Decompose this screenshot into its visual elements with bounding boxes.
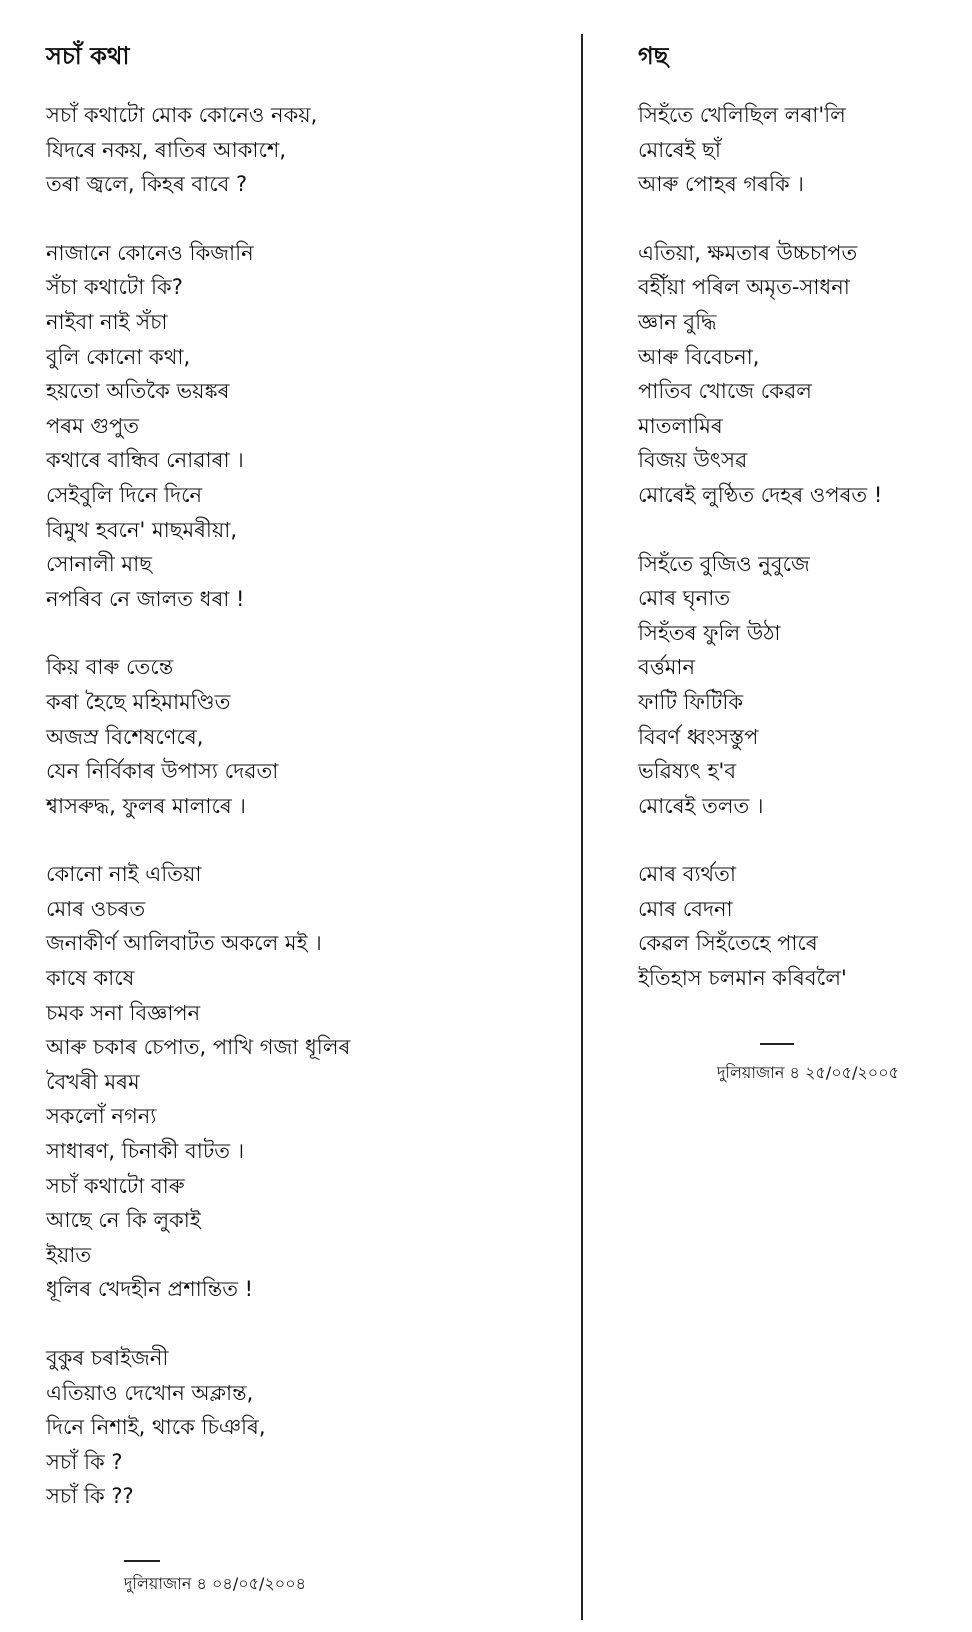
poem-line: জনাকীর্ণ আলিবাটত অকলে মই । (46, 931, 322, 956)
poem-line: মোৰেই লুণ্ঠিত দেহৰ ওপৰত ! (638, 482, 883, 507)
poem-line: তৰা জ্বলে, কিহৰ বাবে ? (46, 172, 248, 197)
poem-line: সঁচা কথাটো কি? (46, 275, 183, 300)
poem-line: বর্ত্তমান (638, 655, 695, 680)
poem-line: সচাঁ কথাটো বাৰু (46, 1173, 185, 1198)
poem-line: মোৰ ঘৃনাত (638, 586, 731, 611)
stanza (638, 236, 968, 513)
poem-line: সাধাৰণ, চিনাকী বাটত । (46, 1139, 245, 1164)
poem-line: বিবর্ণ ধ্বংসস্তুপ (638, 724, 759, 749)
right-poem-column (638, 36, 968, 1030)
poem-line: অজস্র বিশেষণেৰে, (46, 724, 204, 749)
poem-line: কৰা হৈছে মহিমামণ্ডিত (46, 689, 231, 714)
poem-line: পৰম গুপুত (46, 413, 140, 438)
poem-line: এতিয়াও দেখোন অক্লান্ত, (46, 1380, 254, 1405)
poem-line: আৰু বিবেচনা, (638, 344, 760, 369)
right-poem-body (638, 98, 968, 996)
poem-line: মোৰ ব্যর্থতা (638, 862, 736, 887)
poem-line: হয়তো অতিকৈ ভয়ঙ্কৰ (46, 379, 230, 404)
left-poem-title: সচাঁ কথা (46, 42, 130, 70)
poem-line: আৰু পোহৰ গৰকি । (638, 172, 804, 197)
poem-line: কিয় বাৰু তেন্তে (46, 655, 174, 680)
stanza (46, 236, 561, 617)
poem-line: মোৰেই তলত । (638, 793, 764, 818)
right-poem-signature: দুলিয়াজান ৪ ২৫/০৫/২০০৫ (717, 1063, 899, 1082)
poem-line: ধূলিৰ খেদহীন প্রশান্তিত ! (46, 1277, 254, 1302)
poem-line: শ্বাসৰুদ্ধ, ফুলৰ মালাৰে । (46, 793, 246, 818)
poem-line: ইতিহাস চলমান কৰিবলৈ' (638, 966, 847, 991)
poem-line: বুকুৰ চৰাইজনী (46, 1346, 169, 1370)
stanza (638, 547, 968, 824)
poem-line: এতিয়া, ক্ষমতাৰ উচ্চচাপত (638, 240, 858, 265)
poem-line: মাতলামিৰ (638, 413, 723, 438)
right-signature-dash (760, 1043, 794, 1045)
poem-line: মোৰেই ছাঁ (638, 137, 721, 162)
poem-line: সিহঁতে খেলিছিল লৰা'লি (638, 103, 846, 127)
poem-line: সচাঁ কি ? (46, 1449, 123, 1474)
poem-line: সিহঁতে বুজিও নুবুজে (638, 551, 810, 576)
poem-line: সচাঁ কি ?? (46, 1484, 134, 1509)
stanza (46, 857, 561, 1307)
left-signature-dash (124, 1560, 160, 1562)
poem-line: সেইবুলি দিনে দিনে (46, 482, 203, 507)
stanza (46, 1341, 561, 1514)
poem-line: জ্ঞান বুদ্ধি (638, 309, 717, 334)
poem-line: সিহঁতৰ ফুলি উঠা (638, 620, 781, 645)
poem-line: যিদৰে নকয়, ৰাতিৰ আকাশে, (46, 137, 287, 162)
poem-line: নাইবা নাই সঁচা (46, 309, 168, 334)
stanza (638, 98, 968, 202)
poem-line: সকলোঁ নগন্য (46, 1104, 157, 1129)
stanza (46, 650, 561, 823)
right-poem-title: গছ (638, 42, 669, 70)
left-poem-body (46, 98, 561, 1514)
poem-line: ভৱিষ্যৎ হ'ব (638, 759, 737, 784)
poem-line: বৈখৰী মৰম (46, 1069, 140, 1094)
poem-line: মোৰ ওচৰত (46, 896, 146, 921)
left-poem-column (46, 36, 561, 1548)
poem-line: নাজানে কোনেও কিজানি (46, 240, 254, 265)
poem-line: বিমুখ হবনে' মাছমৰীয়া, (46, 517, 238, 542)
poem-line: কেৱল সিহঁতেহে পাৰে (638, 931, 818, 956)
stanza (46, 98, 561, 202)
poem-line: বুলি কোনো কথা, (46, 344, 191, 369)
left-poem-signature: দুলিয়াজান ৪ ০৪/০৫/২০০৪ (124, 1574, 306, 1593)
poem-line: সোনালী মাছ (46, 552, 152, 577)
poem-line: বহীঁয়া পৰিল অমৃত-সাধনা (638, 275, 850, 300)
poem-line: দিনে নিশাই, থাকে চিঞৰি, (46, 1415, 266, 1440)
poem-line: আৰু চকাৰ চেপাত, পাখি গজা ধূলিৰ (46, 1035, 351, 1060)
poem-line: চমক সনা বিজ্ঞাপন (46, 1000, 201, 1025)
poem-line: কাষে কাষে (46, 966, 135, 991)
poem-line: ইয়াত (46, 1242, 92, 1267)
poem-line: বিজয় উৎসৱ (638, 448, 748, 473)
column-divider (581, 34, 583, 1620)
stanza (638, 857, 968, 995)
poem-line: কথাৰে বান্ধিব নোৱাৰা । (46, 448, 244, 473)
poem-line: নপৰিব নে জালত ধৰা ! (46, 586, 245, 611)
poem-line: যেন নির্বিকাৰ উপাস্য দেৱতা (46, 759, 279, 784)
poem-line: ফাটি ফিটিকি (638, 689, 744, 714)
poem-line: কোনো নাই এতিয়া (46, 862, 202, 887)
poem-line: মোৰ বেদনা (638, 896, 733, 921)
poem-line: আছে নে কি লুকাই (46, 1208, 201, 1233)
poem-line: সচাঁ কথাটো মোক কোনেও নকয়, (46, 103, 318, 127)
poem-line: পাতিব খোজে কেৱল (638, 379, 812, 404)
